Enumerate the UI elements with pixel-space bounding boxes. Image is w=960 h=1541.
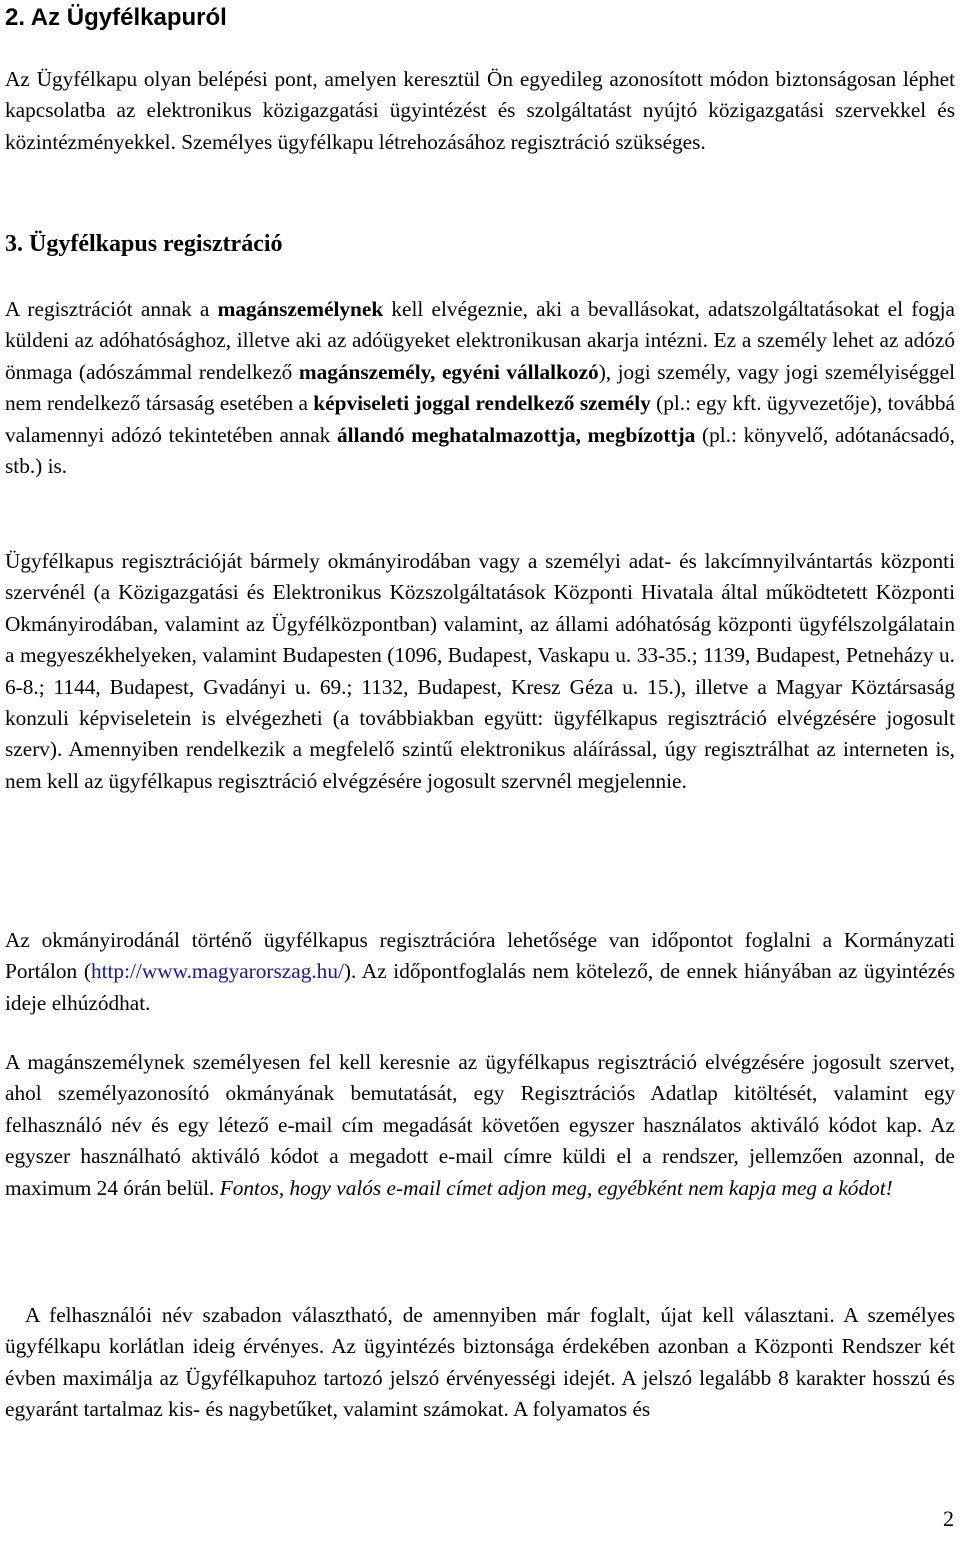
email-warning-note: Fontos, hogy valós e-mail címet adjon meg, egyébként nem kapja meg a kódot! bbox=[219, 1175, 893, 1200]
bold-term-private-entrepreneur: magánszemély, egyéni vállalkozó bbox=[298, 359, 599, 384]
registration-who-paragraph bbox=[5, 294, 955, 482]
username-password-paragraph: A felhasználói név szabadon választható, de amennyiben már foglalt, újat kell választani. A személyes ügyfélkapu korlátlan ideig érvényes. Az ügyintézés biztonsága érdekében azonban a Központi Rendszer két évben maximálja az Ügyfélkapuhoz tartozó jelszó érvényességi idejét. A jelszó legalább 8 karakter hosszú és egyaránt tartalmaz kis- és nagybetűket, valamint számokat. A folyamatos és bbox=[5, 1303, 955, 1422]
appointment-paragraph bbox=[5, 925, 955, 1019]
section-2-paragraph: Az Ügyfélkapu olyan belépési pont, amelyen keresztül Ön egyedileg azonosított módon biztonságosan léphet kapcsolatba az elektronikus közigazgatási ügyintézést és szolgáltatást nyújtó közigazgatási szervekkel és közintézményekkel. Személyes ügyfélkapu létrehozásához regisztráció szükséges. bbox=[5, 67, 955, 154]
activation-code-paragraph bbox=[5, 1047, 955, 1204]
text-run: kell elvégeznie, aki a bevallásokat, adatszolgáltatásokat el fogja küldeni az adóhatósághoz, illetve aki az adóügyeket elektronikusan akarja intézni. Ez a személy lehet az adózó önmaga (adószámmal rendelkező bbox=[5, 297, 955, 384]
section-2-heading: 2. Az Ügyfélkapuról bbox=[5, 4, 227, 31]
text-run: A regisztrációt annak a bbox=[5, 297, 218, 321]
text-run: A magánszemélynek személyesen fel kell keresnie az ügyfélkapus regisztráció elvégzésére jogosult szervet, ahol személyazonosító okmányának bemutatását, egy Regisztrációs Adatlap kitöltését, valamint egy felhasználó név és egy létező e-mail cím megadását követően egyszer használatos aktiváló kódot kap. Az egyszer használható aktiváló kódot a megadott e-mail címre küldi el a rendszer, jellemzően azonnal, de maximum 24 órán belül. bbox=[5, 1050, 955, 1200]
text-run: ), jogi személy, vagy jogi személyiséggel nem rendelkező társaság esetében a bbox=[5, 359, 955, 416]
bold-term-private-person: magánszemélynek bbox=[217, 297, 384, 321]
text-run: (pl.: könyvelő, adótanácsadó, stb.) is. bbox=[5, 422, 956, 479]
text-run: (pl.: egy kft. ügyvezetője), továbbá valamennyi adózó tekintetében annak bbox=[5, 391, 955, 447]
section-3-heading: 3. Ügyfélkapus regisztráció bbox=[5, 231, 283, 257]
registration-where-paragraph: Ügyfélkapus regisztrációját bármely okmányirodában vagy a személyi adat- és lakcímnyilvántartás központi szervénél (a Közigazgatási és Elektronikus Közszolgáltatások Központi Hivatala által működtetett Központi Okmányirodában, valamint az Ügyfélközpontban) valamint, az állami adóhatóság központi ügyfélszolgálatain a megyeszékhelyeken, valamint Budapesten (1096, Budapest, Vaskapu u. 33-35.; 1139, Budapest, Petneházy u. 6-8.; 1144, Budapest, Gvadányi u. 69.; 1132, Budapest, Kresz Géza u. 15.), illetve a Magyar Köztársaság konzuli képviseletein is elvégezheti (a továbbiakban együtt: ügyfélkapus regisztráció elvégzésére jogosult szerv). Amennyiben rendelkezik a megfelelő szintű elektronikus aláírással, úgy regisztrálhat az interneten is, nem kell az ügyfélkapus regisztráció elvégzésére jogosult szervnél megjelennie. bbox=[5, 549, 955, 793]
bold-term-representative: képviseleti joggal rendelkező személy bbox=[313, 391, 651, 416]
bold-term-authorized-agent: állandó meghatalmazottja, megbízottja bbox=[337, 422, 696, 447]
portal-link[interactable]: http://www.magyarorszag.hu/ bbox=[90, 959, 344, 984]
text-run: Az okmányirodánál történő ügyfélkapus regisztrációra lehetősége van időpontot foglalni a Kormányzati Portálon ( bbox=[5, 928, 955, 984]
page-number: 2 bbox=[943, 1506, 954, 1531]
text-run: ). Az időpontfoglalás nem kötelező, de ennek hiányában az ügyintézés ideje elhúzódhat. bbox=[5, 959, 956, 1015]
